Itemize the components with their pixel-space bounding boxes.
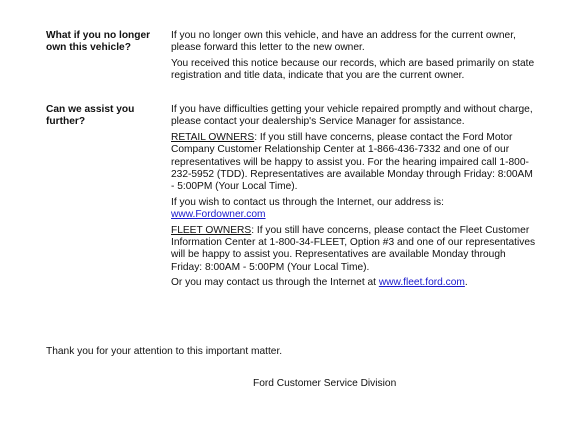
paragraph-fleet-owners	[171, 225, 539, 275]
retail-owners-text: : If you still have concerns, please contact the Ford Motor Company Customer Relationship Center at 1-866-436-7332 and one of our representatives will be happy to assist you. For the hearing impaired call 1-800-232-5952 (TDD). Representatives are available Monday through Friday: 8:00AM - 5:00PM (Your Local Time).	[171, 131, 533, 193]
fordowner-link[interactable]: www.Fordowner.com	[171, 209, 266, 221]
paragraph-intro: If you have difficulties getting your vehicle repaired promptly and without charge, please contact your dealership's Service Manager for assistance.	[171, 104, 533, 128]
fleet-internet-text: Or you may contact us through the Internet at	[171, 277, 379, 289]
closing-signature: Ford Customer Service Division	[253, 378, 397, 389]
fleet-owners-text: : If you still have concerns, please contact the Fleet Customer Information Center at 1-800-34-FLEET, Option #3 and one of our representatives will be happy to assist you. Representatives are available Monday through Friday: 8:00AM - 5:00PM (Your Local Time).	[171, 224, 536, 273]
paragraph: If you no longer own this vehicle, and have an address for the current owner, please forward this letter to the new owner.	[171, 30, 516, 54]
closing-thanks: Thank you for your attention to this important matter.	[46, 346, 283, 357]
internet-text: If you wish to contact us through the Internet, our address is:	[171, 196, 444, 208]
question-heading: What if you no longer own this vehicle?	[46, 30, 151, 54]
fleet-internet-suffix: .	[464, 277, 468, 289]
paragraph: You received this notice because our records, which are based primarily on state registration and title data, indicate that you are the current owner.	[171, 57, 535, 82]
answer-body	[171, 104, 539, 293]
fleet-owners-label: FLEET OWNERS	[171, 224, 252, 236]
fleet-ford-link[interactable]: www.fleet.ford.com	[378, 277, 465, 289]
answer-body	[171, 30, 539, 86]
paragraph-internet	[171, 197, 539, 222]
paragraph-fleet-internet	[171, 277, 539, 289]
question-heading: Can we assist you further?	[46, 104, 135, 128]
retail-owners-label: RETAIL OWNERS	[171, 131, 255, 143]
paragraph-retail-owners	[171, 132, 539, 194]
